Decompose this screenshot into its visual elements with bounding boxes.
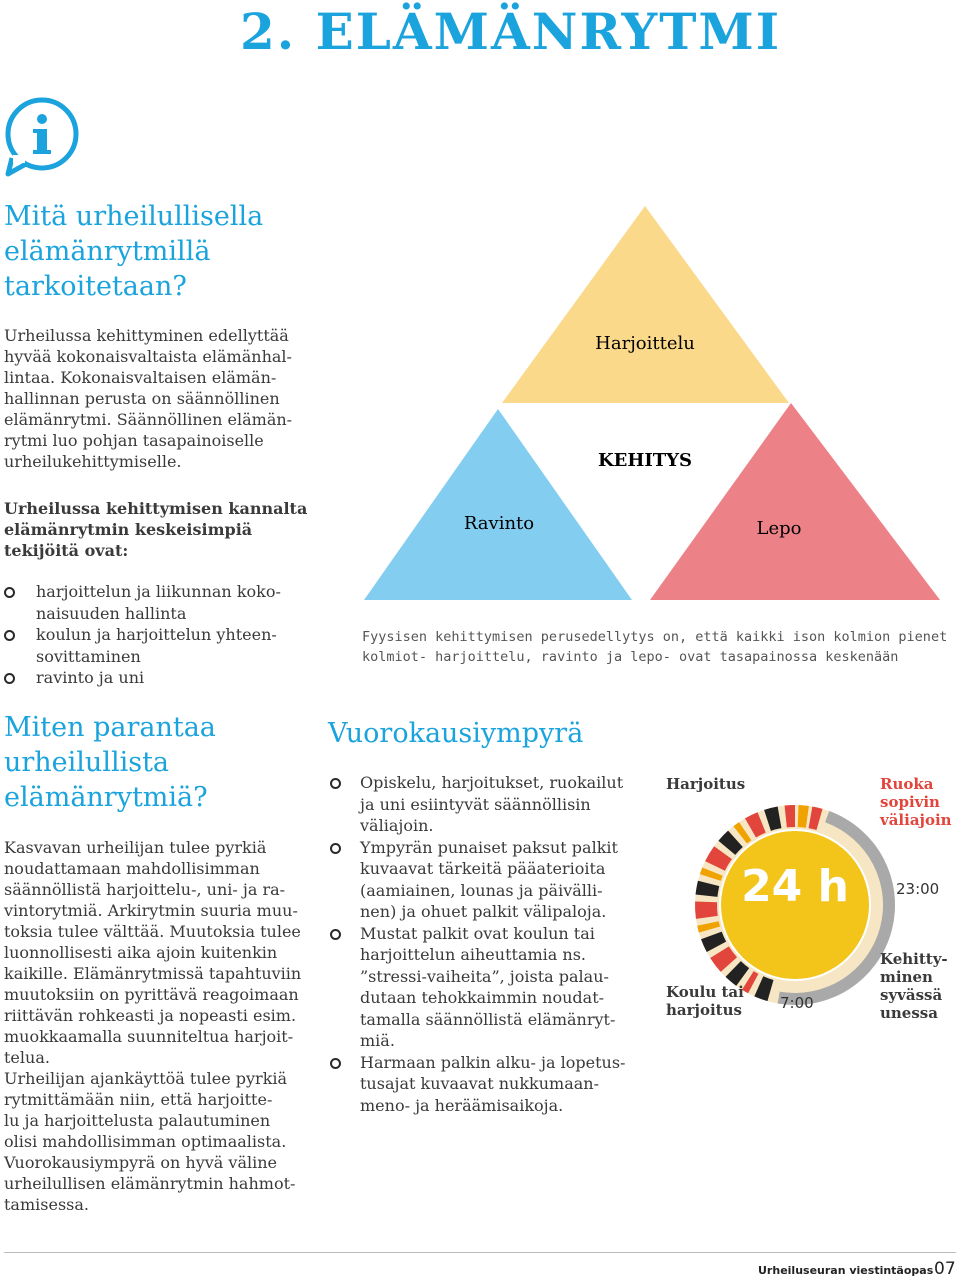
clock-training-label: Harjoitus [666, 775, 746, 793]
list-item [328, 923, 648, 1052]
clock-sleep-label [880, 950, 948, 1022]
footer-guide-name: Urheiluseuran viestintäopas [758, 1264, 934, 1277]
pyramid-left-triangle [364, 409, 632, 600]
improve-line: säännöllistä harjoittelu-, uni- ja ra- [4, 880, 286, 899]
clock-morning-time: 7:00 [780, 994, 814, 1012]
improve-heading-line: Miten parantaa [4, 712, 216, 743]
pyramid-top-triangle [502, 206, 789, 403]
improve-line: vintorytmiä. Arkirytmin suuria muu- [4, 901, 298, 920]
list-item-line: ”stressi-vaiheita”, joista palau- [360, 966, 609, 986]
clock-school-line: Koulu tai [666, 983, 744, 1001]
intro-line: hallinnan perusta on säännöllinen [4, 389, 280, 408]
info-icon [2, 96, 82, 178]
bullet-icon [330, 778, 341, 789]
list-item-line: väliajoin. [360, 816, 434, 835]
intro-paragraph [4, 325, 292, 472]
clock-food-line: Ruoka [880, 775, 934, 793]
pyramid-right-triangle [650, 403, 940, 600]
pyramid-top-label: Harjoittelu [595, 333, 695, 354]
list-item-line: miä. [360, 1031, 395, 1050]
improve-line: urheilullisen elämänrytmin hahmot- [4, 1174, 296, 1193]
list-item-line: tamalla säännöllistä elämänryt- [360, 1009, 616, 1029]
page-title: 2. ELÄMÄNRYTMI [240, 2, 782, 61]
improve-line: muutoksiin on pyrittävä reagoimaan [4, 985, 299, 1004]
list-item [2, 581, 322, 624]
bullet-icon [4, 630, 15, 641]
bullet-icon [330, 843, 341, 854]
improve-line: rytmittämään niin, että harjoitte- [4, 1090, 273, 1109]
intro-line: elämänrytmi. Säännöllinen elämän- [4, 410, 293, 429]
list-item-line: (aamiainen, lounas ja päivälli- [360, 880, 603, 900]
clock-sleep-line: minen [880, 968, 933, 986]
pyramid-right-label: Lepo [756, 518, 802, 539]
improve-heading-line: elämänrytmiä? [4, 782, 208, 813]
intro-heading [4, 199, 263, 304]
intro-line: urheilukehittymiselle. [4, 452, 182, 471]
caption-line: kolmiot- harjoittelu, ravinto ja lepo- ovat tasapainossa keskenään [362, 649, 899, 665]
bullet-icon [330, 1058, 341, 1069]
improve-heading-line: urheilullista [4, 747, 170, 778]
improve-line: noudattamaan mahdollisimman [4, 859, 260, 878]
list-item [2, 667, 322, 689]
intro-heading-line: Mitä urheilullisella [4, 201, 264, 232]
development-pyramid [360, 200, 960, 610]
footer-page-number: 07 [934, 1259, 956, 1279]
intro-line: rytmi luo pohjan tasapainoiselle [4, 431, 264, 450]
improve-paragraph [4, 837, 301, 1215]
caption-line: Fyysisen kehittymisen perusedellytys on, että kaikki ison kolmion pienet [362, 629, 948, 645]
factors-list [2, 581, 322, 689]
daycycle-list [328, 772, 648, 1116]
list-item-line: naisuuden hallinta [36, 603, 187, 623]
factors-heading-line: tekijöitä ovat: [4, 541, 129, 560]
factors-heading [4, 498, 307, 561]
improve-line: muokkaamalla suunniteltua harjoit- [4, 1027, 294, 1046]
list-item-line: dutaan tehokkaimmin noudat- [360, 988, 605, 1007]
footer-divider [4, 1252, 956, 1253]
improve-line: Urheilijan ajankäyttöä tulee pyrkiä [4, 1069, 288, 1088]
improve-line: Vuorokausiympyrä on hyvä väline [4, 1153, 277, 1172]
intro-heading-line: elämänrytmillä [4, 236, 211, 267]
clock-school-line: harjoitus [666, 1001, 742, 1019]
intro-line: Urheilussa kehittyminen edellyttää [4, 326, 289, 345]
clock-food-line: sopivin [880, 793, 940, 811]
clock-sleep-line: Kehitty- [880, 950, 948, 968]
list-item-line: meno- ja heräämisaikoja. [360, 1095, 564, 1115]
list-item-line: harjoittelun ja liikunnan koko- [36, 582, 281, 601]
improve-line: Kasvavan urheilijan tulee pyrkiä [4, 838, 267, 857]
clock-meal-bar [695, 902, 718, 919]
list-item [328, 837, 648, 923]
clock-center-label: 24 h [741, 861, 849, 912]
improve-line: telua. [4, 1048, 50, 1067]
pyramid-left-label: Ravinto [463, 513, 535, 534]
clock-sleep-line: unessa [880, 1004, 938, 1022]
list-item-line: Harmaan palkin alku- ja lopetus- [360, 1052, 626, 1072]
clock-evening-time: 23:00 [896, 880, 940, 898]
list-item-line: sovittaminen [36, 646, 141, 666]
day-cycle-clock [690, 800, 900, 1010]
clock-food-line: väliajoin [880, 811, 952, 829]
bullet-icon [4, 587, 15, 598]
intro-line: hyvää kokonaisvaltaista elämänhal- [4, 347, 292, 366]
improve-line: tamisessa. [4, 1195, 89, 1214]
list-item-line: ja uni esiintyvät säännöllisin [360, 794, 591, 814]
improve-line: lu ja harjoittelusta palautuminen [4, 1111, 271, 1130]
list-item [328, 1052, 648, 1117]
intro-heading-line: tarkoitetaan? [4, 271, 187, 302]
clock-sleep-line: syvässä [880, 986, 943, 1004]
list-item-line: ravinto ja uni [36, 668, 145, 687]
list-item-line: harjoittelun aiheuttamia ns. [360, 945, 586, 964]
bullet-icon [330, 929, 341, 940]
clock-school-label [666, 983, 744, 1019]
list-item-line: nen) ja ohuet palkit välipaloja. [360, 902, 607, 921]
list-item-line: koulun ja harjoittelun yhteen- [36, 625, 277, 644]
improve-line: luonnollisesti aika ajoin kuitenkin [4, 943, 278, 962]
bullet-icon [4, 673, 15, 684]
intro-line: lintaa. Kokonaisvaltaisen elämän- [4, 368, 277, 387]
list-item [2, 624, 322, 667]
daycycle-heading: Vuorokausiympyrä [328, 718, 584, 749]
list-item-line: tusajat kuvaavat nukkumaan- [360, 1074, 599, 1093]
pyramid-center-label: KEHITYS [597, 450, 693, 471]
list-item-line: Ympyrän punaiset paksut palkit [360, 837, 618, 857]
improve-line: riittävän rohkeasti ja nopeasti esim. [4, 1006, 297, 1025]
list-item-line: Opiskelu, harjoitukset, ruokailut [360, 773, 624, 792]
clock-food-label [880, 775, 952, 829]
pyramid-caption [362, 627, 947, 667]
improve-line: toksia tulee välttää. Muutoksia tulee [4, 922, 301, 941]
improve-heading [4, 710, 216, 815]
list-item-line: kuvaavat tärkeitä pääaterioita [360, 859, 606, 878]
improve-line: olisi mahdollisimman optimaalista. [4, 1132, 287, 1151]
factors-heading-line: elämänrytmin keskeisimpiä [4, 520, 253, 539]
factors-heading-line: Urheilussa kehittymisen kannalta [4, 499, 308, 518]
improve-line: kaikille. Elämänrytmissä tapahtuviin [4, 964, 302, 983]
list-item [328, 772, 648, 837]
list-item-line: Mustat palkit ovat koulun tai [360, 923, 595, 943]
